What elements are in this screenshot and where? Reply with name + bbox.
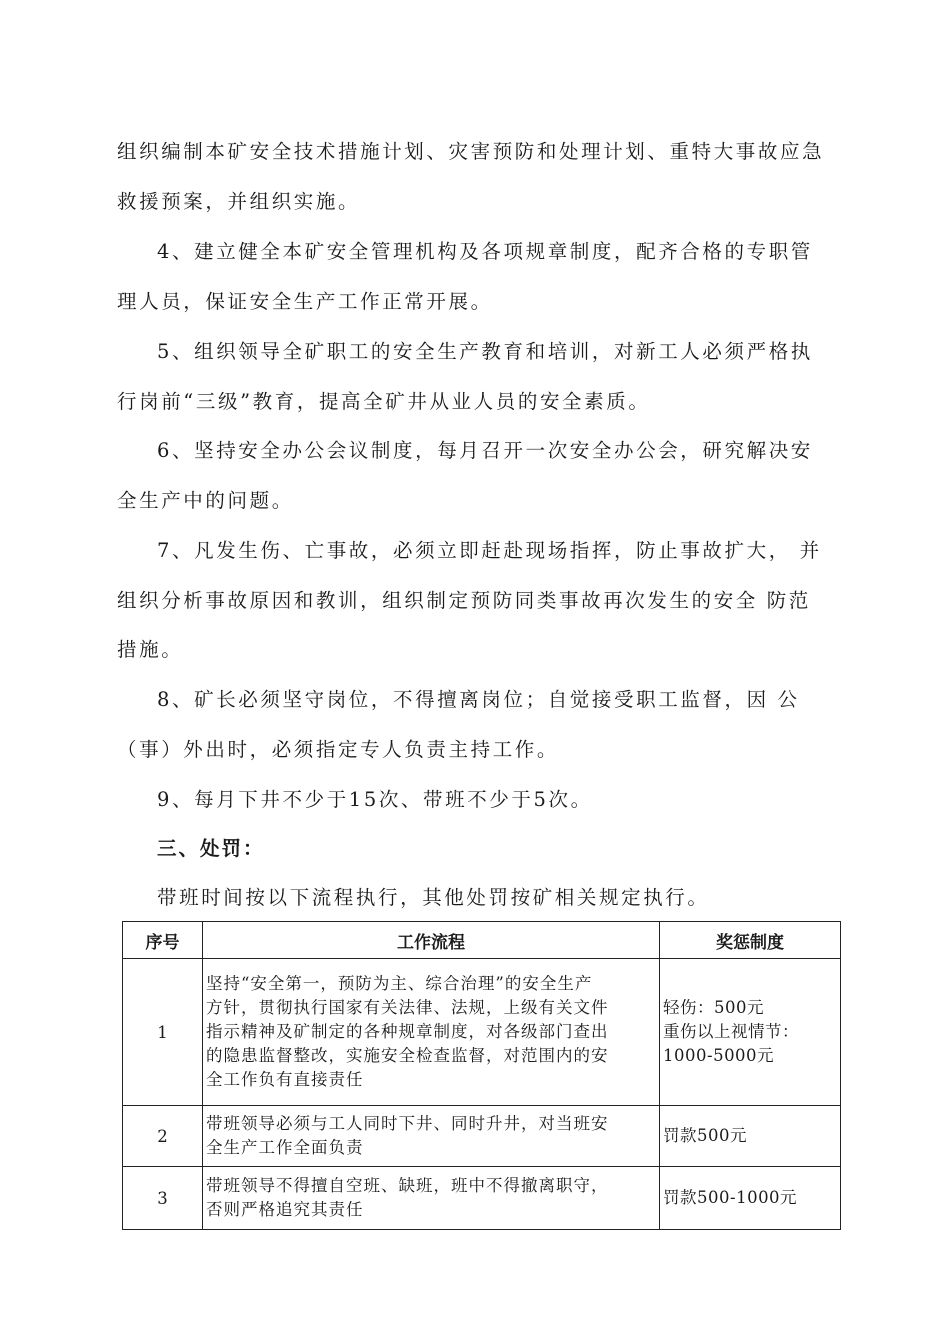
cell-line: 坚持“安全第一，预防为主、综合治理”的安全生产 <box>206 974 593 993</box>
table-row <box>123 1167 841 1230</box>
table-row <box>123 1106 841 1167</box>
body-line: （事）外出时，必须指定专人负责主持工作。 <box>117 738 560 761</box>
table-header-row <box>123 922 841 959</box>
item-7-line: 7、凡发生伤、亡事故，必须立即赶赴现场指挥，防止事故扩大， 并 <box>157 539 822 562</box>
cell-line: 轻伤：500元 <box>663 998 764 1017</box>
workflow-cell <box>203 1167 660 1230</box>
row-number: 3 <box>123 1167 203 1230</box>
column-header-workflow: 工作流程 <box>203 922 660 959</box>
cell-line: 否则严格追究其责任 <box>206 1200 364 1219</box>
body-line: 理人员，保证安全生产工作正常开展。 <box>117 290 493 313</box>
body-line: 全生产中的问题。 <box>117 489 294 512</box>
cell-line: 罚款500-1000元 <box>663 1188 798 1207</box>
row-number: 2 <box>123 1106 203 1167</box>
cell-line: 指示精神及矿制定的各种规章制度，对各级部门查出 <box>206 1022 609 1041</box>
body-line: 行岗前“三级”教育，提高全矿井从业人员的安全素质。 <box>117 390 651 413</box>
cell-line: 罚款500元 <box>663 1126 747 1145</box>
workflow-cell <box>203 1106 660 1167</box>
cell-line: 方针，贯彻执行国家有关法律、法规，上级有关文件 <box>206 998 609 1017</box>
column-header-number: 序号 <box>123 922 203 959</box>
item-5-line: 5、组织领导全矿职工的安全生产教育和培训，对新工人必须严格执 <box>157 340 813 363</box>
table-intro: 带班时间按以下流程执行，其他处罚按矿相关规定执行。 <box>157 886 710 909</box>
penalty-cell <box>660 1167 841 1230</box>
item-4-line: 4、建立健全本矿安全管理机构及各项规章制度，配齐合格的专职管 <box>157 240 813 263</box>
section-heading: 三、处罚： <box>157 837 265 860</box>
cell-line: 重伤以上视情节： <box>663 1022 799 1041</box>
cell-line: 全工作负有直接责任 <box>206 1070 364 1089</box>
row-number: 1 <box>123 959 203 1106</box>
item-8-line: 8、矿长必须坚守岗位，不得擅离岗位；自觉接受职工监督，因 公 <box>157 688 800 711</box>
penalty-cell <box>660 1106 841 1167</box>
item-6-line: 6、坚持安全办公会议制度，每月召开一次安全办公会，研究解决安 <box>157 439 813 462</box>
cell-line: 带班领导必须与工人同时下井、同时升井，对当班安 <box>206 1114 609 1133</box>
column-header-penalty: 奖惩制度 <box>660 922 841 959</box>
body-line: 救援预案，并组织实施。 <box>117 190 361 213</box>
workflow-cell <box>203 959 660 1106</box>
item-9-line: 9、每月下井不少于15次、带班不少于5次。 <box>157 788 593 811</box>
cell-line: 的隐患监督整改，实施安全检查监督，对范围内的安 <box>206 1046 609 1065</box>
penalty-table <box>122 921 841 1230</box>
cell-line: 带班领导不得擅自空班、缺班，班中不得撤离职守， <box>206 1176 609 1195</box>
cell-line: 1000-5000元 <box>663 1046 775 1065</box>
body-line: 组织编制本矿安全技术措施计划、灾害预防和处理计划、重特大事故应急 <box>117 140 825 163</box>
body-line: 措施。 <box>117 638 184 661</box>
table-row <box>123 959 841 1106</box>
body-line: 组织分析事故原因和教训，组织制定预防同类事故再次发生的安全 防范 <box>117 589 811 612</box>
cell-line: 全生产工作全面负责 <box>206 1138 364 1157</box>
penalty-cell <box>660 959 841 1106</box>
